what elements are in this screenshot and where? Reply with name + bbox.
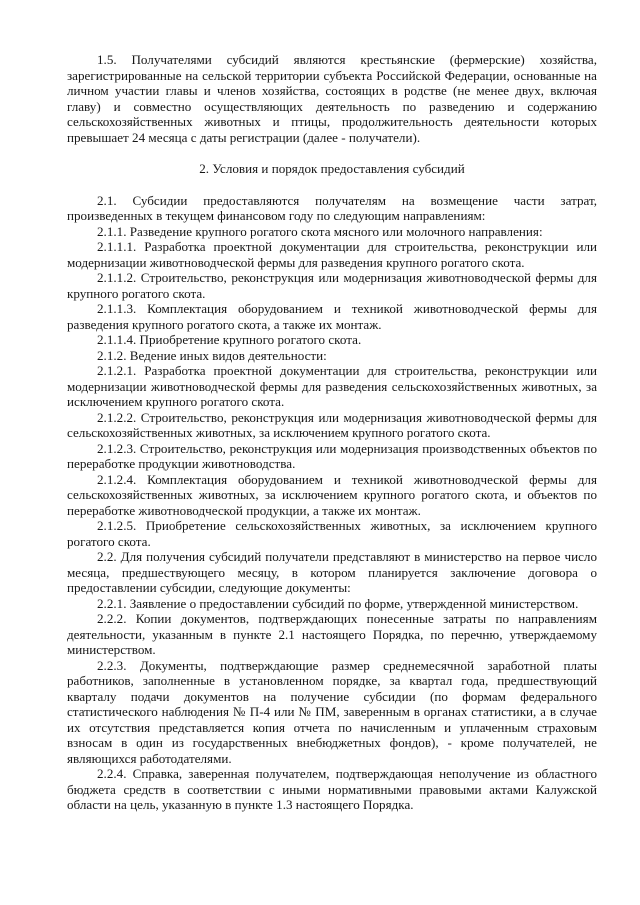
paragraph-1-5: 1.5. Получателями субсидий являются крестьянские (фермерские) хозяйства, зарегистрированные на сельской территории субъекта Российской Федерации, основанные на личном участии главы и членов хозяйства, состоящих в родстве (не менее двух, включая главу) и совместно осуществляющих деятельность по разведению и содержанию сельскохозяйственных животных и птицы, продолжительность деятельности которых превышает 24 месяца с даты регистрации (далее - получатели).: [67, 52, 597, 145]
paragraph-2-1-2-4: 2.1.2.4. Комплектация оборудованием и техникой животноводческой фермы для сельскохозяйственных животных, за исключением крупного рогатого скота, и объектов по переработке животноводческой продукции, а также их монтаж.: [67, 471, 597, 518]
paragraph-2-1-1-1: 2.1.1.1. Разработка проектной документации для строительства, реконструкции или модернизации животноводческой фермы для разведения крупного рогатого скота.: [67, 239, 597, 270]
paragraph-2-1-1-4: 2.1.1.4. Приобретение крупного рогатого скота.: [97, 332, 362, 347]
paragraph-2-2-2: 2.2.2. Копии документов, подтверждающих понесенные затраты по направлениям деятельности, указанным в пункте 2.1 настоящего Порядка, по перечню, утверждаемому министерством.: [67, 611, 597, 657]
section-heading: 2. Условия и порядок предоставления субсидий: [199, 161, 465, 176]
paragraph-2-1-2-5: 2.1.2.5. Приобретение сельскохозяйственных животных, за исключением крупного рогатого скота.: [67, 518, 597, 549]
paragraph-2-1-2-1: 2.1.2.1. Разработка проектной документации для строительства, реконструкции или модернизации животноводческой фермы для разведения сельскохозяйственных животных, за исключением крупного рогатого скота.: [67, 363, 597, 409]
document-page: [67, 52, 597, 813]
paragraph-2-2-1: 2.2.1. Заявление о предоставлении субсидий по форме, утвержденной министерством.: [97, 595, 579, 611]
paragraph-2-1-1-3: 2.1.1.3. Комплектация оборудованием и техникой животноводческой фермы для разведения крупного рогатого скота, а также их монтаж.: [67, 301, 597, 332]
paragraph-2-1-2: 2.1.2. Ведение иных видов деятельности:: [97, 347, 327, 363]
paragraph-2-2-4: 2.2.4. Справка, заверенная получателем, подтверждающая неполучение из областного бюджета средств в соответствии с иными нормативными правовыми актами Калужской области на цель, указанную в пункте 1.3 настоящего Порядка.: [67, 766, 597, 812]
paragraph-2-2: 2.2. Для получения субсидий получатели представляют в министерство на первое число месяца, предшествующего месяцу, в котором планируется заключение договора о предоставлении субсидии, следующие документы:: [67, 549, 597, 595]
paragraph-2-1-1: 2.1.1. Разведение крупного рогатого скота мясного или молочного направления:: [97, 223, 543, 239]
paragraph-2-2-3: 2.2.3. Документы, подтверждающие размер среднемесячной заработной платы работников, заполненные в установленном порядке, за квартал года, предшествующий кварталу подачи документов на получение субсидии (по формам федерального статистического наблюдения № П-4 или № ПМ, заверенным в органах статистики, а в случае их отсутствия представляется копия отчета по начисленным и уплаченным страховым взносам в один из государственных внебюджетных фондов), - кроме получателей, не являющихся работодателями.: [67, 657, 597, 766]
paragraph-2-1-1-2: 2.1.1.2. Строительство, реконструкция или модернизация животноводческой фермы для крупного рогатого скота.: [67, 270, 597, 301]
paragraph-2-1: 2.1. Субсидии предоставляются получателям на возмещение части затрат, произведенных в текущем финансовом году по следующим направлениям:: [67, 192, 597, 223]
paragraph-2-1-2-2: 2.1.2.2. Строительство, реконструкция или модернизация животноводческой фермы для сельскохозяйственных животных, за исключением крупного рогатого скота.: [67, 409, 597, 440]
paragraph-2-1-2-3: 2.1.2.3. Строительство, реконструкция или модернизация производственных объектов по переработке продукции животноводства.: [67, 440, 597, 471]
